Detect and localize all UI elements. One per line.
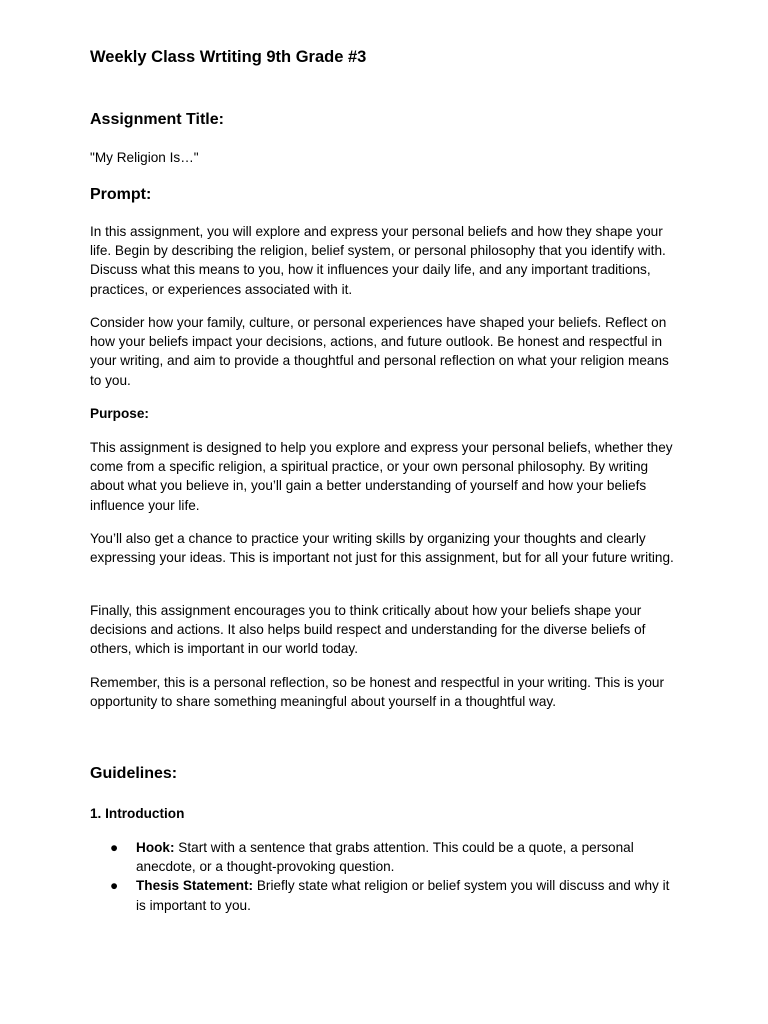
- bullet-term-hook: Hook:: [136, 840, 175, 855]
- bullet-icon: ●: [110, 840, 119, 855]
- purpose-heading: Purpose:: [90, 406, 149, 421]
- purpose-paragraph-1: This assignment is designed to help you explore and express your personal beliefs, whether they come from a specific religion, a spiritual practice, or your own personal philosophy. By writing about what you believe in, you’ll gain a better understanding of yourself and how your beliefs influence your life.: [90, 440, 673, 513]
- document-title: Weekly Class Wrtiting 9th Grade #3: [90, 48, 367, 66]
- bullet-text-hook: Start with a sentence that grabs attention. This could be a quote, a personal anecdote, or a thought-provoking question.: [136, 840, 634, 875]
- purpose-paragraph-4: Remember, this is a personal reflection, so be honest and respectful in your writing. This is your opportunity to share something meaningful about yourself in a thoughtful way.: [90, 675, 664, 710]
- guidelines-heading: Guidelines:: [90, 765, 178, 782]
- introduction-bullet-list: [90, 838, 680, 915]
- assignment-title-heading: Assignment Title:: [90, 111, 224, 128]
- purpose-paragraph-2: You’ll also get a chance to practice your writing skills by organizing your thoughts and clearly expressing your ideas. This is important not just for this assignment, but for all your future writing.: [90, 531, 674, 566]
- list-item: [90, 876, 680, 914]
- assignment-title-value: "My Religion Is…": [90, 150, 199, 165]
- introduction-heading: 1. Introduction: [90, 806, 185, 821]
- prompt-paragraph-2: Consider how your family, culture, or personal experiences have shaped your beliefs. Reflect on how your beliefs impact your decisions, actions, and future outlook. Be honest and respectful in your writing, and aim to provide a thoughtful and personal reflection on what your religion means to you.: [90, 315, 669, 388]
- prompt-paragraph-1: In this assignment, you will explore and express your personal beliefs and how they shape your life. Begin by describing the religion, belief system, or personal philosophy that you identify with. Discuss what this means to you, how it influences your daily life, and any important traditions, practices, or experiences associated with it.: [90, 224, 666, 297]
- purpose-paragraph-3: Finally, this assignment encourages you to think critically about how your beliefs shape your decisions and actions. It also helps build respect and understanding for the diverse beliefs of others, which is important in our world today.: [90, 603, 646, 657]
- bullet-term-thesis-statement: Thesis Statement:: [136, 878, 254, 894]
- list-item: [90, 838, 680, 876]
- prompt-heading: Prompt:: [90, 186, 152, 203]
- bullet-icon: ●: [110, 878, 119, 894]
- bullet-text-thesis-statement: Briefly state what religion or belief system you will discuss and why it is important to you.: [136, 878, 670, 913]
